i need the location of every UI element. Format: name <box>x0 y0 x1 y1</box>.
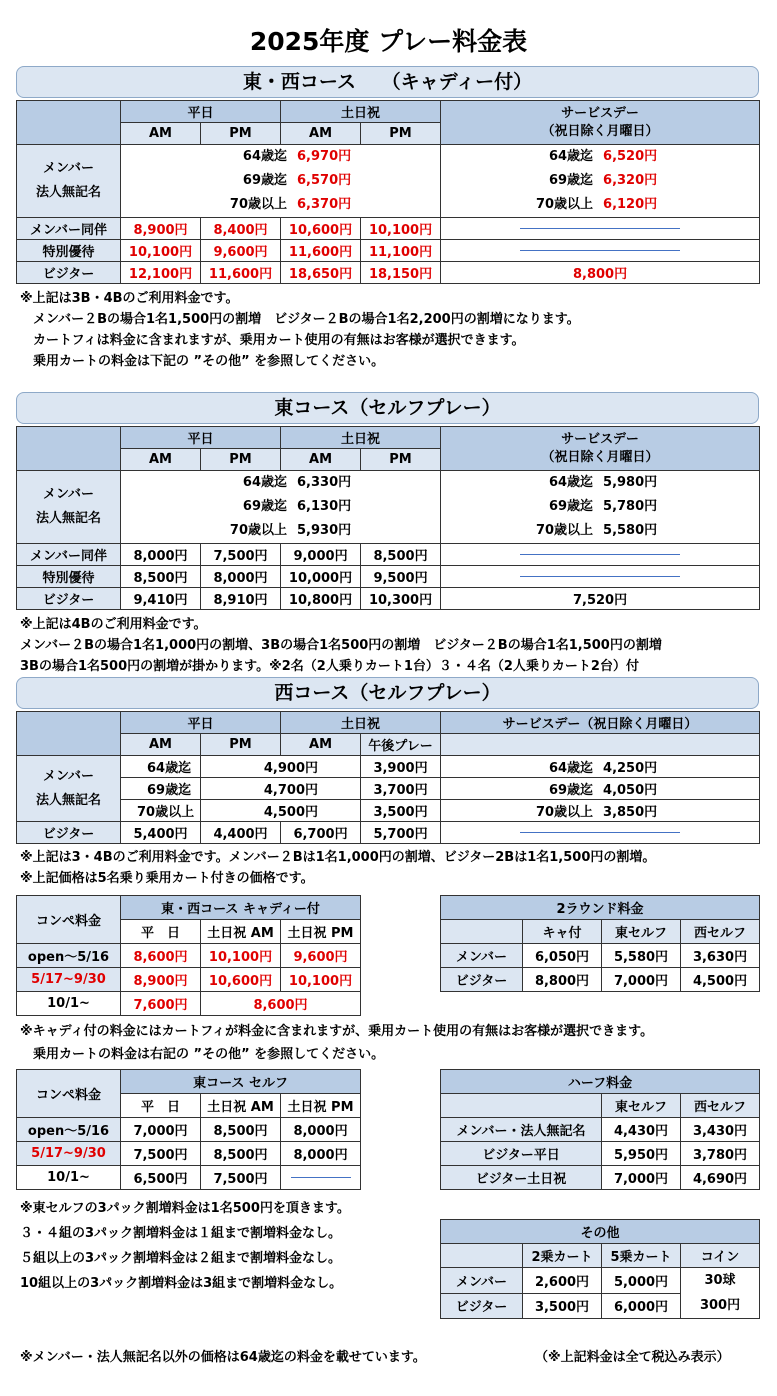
price-cell: 8,500円 <box>361 544 441 566</box>
row-label: メンバー同伴 <box>17 218 121 240</box>
footer-note: ※メンバー・法人無記名以外の価格は64歳迄の料金を載せています。 <box>20 1350 426 1365</box>
service-day-header: サービスデー （祝日除く月曜日） <box>441 427 760 471</box>
east-self-table <box>16 426 760 610</box>
period-label: 10/1~ <box>17 992 121 1016</box>
period-label: 5/17~9/30 <box>17 1142 121 1166</box>
row-label: メンバー・法人無記名 <box>441 1118 602 1142</box>
price-cell: 4,900円 <box>201 756 361 778</box>
service-price-cell: 8,800円 <box>441 262 760 284</box>
row-label: ビジター土日祝 <box>441 1166 602 1190</box>
weekday-header: 平日 <box>121 101 281 123</box>
price-cell: 8,600円 <box>121 944 201 968</box>
weekday-header: 平日 <box>121 712 281 734</box>
price-cell: 4,690円 <box>681 1166 760 1190</box>
half-round-title: ハーフ料金 <box>441 1070 760 1094</box>
price-cell: 3,430円 <box>681 1118 760 1142</box>
price-cell: 10,100円 <box>281 968 361 992</box>
member-price-cell: 64歳迄 6,970円 69歳迄 6,570円 70歳以上 6,370円 <box>121 145 441 218</box>
age-cell: 70歳以上 <box>121 800 201 822</box>
half-round-table <box>440 1069 760 1190</box>
price-cell: 8,000円 <box>201 566 281 588</box>
price-cell: 7,000円 <box>602 968 681 992</box>
price-cell: 8,900円 <box>121 218 201 240</box>
price-cell: 8,400円 <box>201 218 281 240</box>
price-cell: 9,410円 <box>121 588 201 610</box>
service-day-header: サービスデー（祝日除く月曜日） <box>441 712 760 734</box>
price-cell: 8,800円 <box>523 968 602 992</box>
price-cell: 18,150円 <box>361 262 441 284</box>
pm-header: PM <box>361 449 441 471</box>
price-cell: 8,500円 <box>121 566 201 588</box>
price-cell: 8,600円 <box>201 992 361 1016</box>
period-label: open～5/16 <box>17 944 121 968</box>
am-header: AM <box>281 449 361 471</box>
price-cell: 18,650円 <box>281 262 361 284</box>
empty-service-cell <box>441 240 760 262</box>
section-banner-west-self: 西コース（セルフプレー） <box>16 677 759 709</box>
corner-cell <box>441 1244 523 1268</box>
row-label: ビジター <box>17 822 121 844</box>
price-cell: 4,700円 <box>201 778 361 800</box>
price-cell: 9,000円 <box>281 544 361 566</box>
service-day-header: サービスデー （祝日除く月曜日） <box>441 101 760 145</box>
member-label: メンバー 法人無記名 <box>17 471 121 544</box>
price-cell: 11,600円 <box>281 240 361 262</box>
col-header: 平 日 <box>121 920 201 944</box>
blank-header <box>441 734 760 756</box>
price-cell: 6,050円 <box>523 944 602 968</box>
corner-cell <box>17 427 121 471</box>
service-price-cell: 70歳以上 3,850円 <box>441 800 760 822</box>
price-cell: 10,800円 <box>281 588 361 610</box>
price-cell: 10,300円 <box>361 588 441 610</box>
col-header: 2乗カート <box>523 1244 602 1268</box>
price-cell: 7,500円 <box>121 1142 201 1166</box>
service-price-cell: 7,520円 <box>441 588 760 610</box>
note-text: ※上記は3B・4Bのご利用料金です。 メンバー２Bの場合1名1,500円の割増 ビジター２Bの場合1名2,200円の割増になります。 カートフィは料金に含まれますが、乗用カート使用の有無はお客様が選択できます。 乗用カートの料金は下記の ”その他” を参照してください。 <box>20 291 580 369</box>
am-header: AM <box>281 123 361 145</box>
price-cell: 9,500円 <box>361 566 441 588</box>
price-cell: 6,700円 <box>281 822 361 844</box>
col-header: 東セルフ <box>602 920 681 944</box>
price-cell: 9,600円 <box>281 944 361 968</box>
other-fees-table <box>440 1219 760 1319</box>
empty-price-cell <box>281 1166 361 1190</box>
coin-cell: 30球 300円 <box>681 1268 760 1319</box>
row-label: 特別優待 <box>17 240 121 262</box>
row-label: 特別優待 <box>17 566 121 588</box>
price-cell: 4,500円 <box>681 968 760 992</box>
price-cell: 6,500円 <box>121 1166 201 1190</box>
note-text: ※東セルフの3パック割増料金は1名500円を頂きます。 ３・４組の3パック割増料金は１組まで割増料金なし。 ５組以上の3パック割増料金は２組まで割増料金なし。 10組以上の3パック割増料金は3組まで割増料金なし。 <box>20 1201 350 1291</box>
empty-service-cell <box>441 566 760 588</box>
col-header: キャ付 <box>523 920 602 944</box>
weekday-header: 平日 <box>121 427 281 449</box>
price-cell: 10,600円 <box>281 218 361 240</box>
corner-cell <box>441 920 523 944</box>
price-cell: 5,700円 <box>361 822 441 844</box>
other-title: その他 <box>441 1220 760 1244</box>
east-west-caddie-table <box>16 100 760 284</box>
empty-service-cell <box>441 544 760 566</box>
member-price-cell: 64歳迄 6,330円 69歳迄 6,130円 70歳以上 5,930円 <box>121 471 441 544</box>
price-cell: 6,000円 <box>602 1293 681 1319</box>
price-cell: 3,780円 <box>681 1142 760 1166</box>
col-header: コイン <box>681 1244 760 1268</box>
row-label: メンバー <box>441 1268 523 1294</box>
col-header: 西セルフ <box>681 920 760 944</box>
price-cell: 8,500円 <box>201 1118 281 1142</box>
row-label: ビジター <box>17 588 121 610</box>
price-cell: 3,700円 <box>361 778 441 800</box>
two-round-title: 2ラウンド料金 <box>441 896 760 920</box>
col-header: 土日祝 AM <box>201 920 281 944</box>
price-cell: 8,000円 <box>281 1118 361 1142</box>
weekend-header: 土日祝 <box>281 101 441 123</box>
am-header: AM <box>121 123 201 145</box>
period-label: open～5/16 <box>17 1118 121 1142</box>
price-cell: 4,500円 <box>201 800 361 822</box>
price-cell: 8,900円 <box>121 968 201 992</box>
compe-label: コンペ料金 <box>17 1070 121 1118</box>
row-label: ビジター <box>17 262 121 284</box>
service-price-cell: 64歳迄 6,520円 69歳迄 6,320円 70歳以上 6,120円 <box>441 145 760 218</box>
price-cell: 10,000円 <box>281 566 361 588</box>
age-cell: 69歳迄 <box>121 778 201 800</box>
period-label: 5/17~9/30 <box>17 968 121 992</box>
price-cell: 2,600円 <box>523 1268 602 1294</box>
west-self-table <box>16 711 760 844</box>
col-header: 5乗カート <box>602 1244 681 1268</box>
price-cell: 3,900円 <box>361 756 441 778</box>
period-label: 10/1~ <box>17 1166 121 1190</box>
corner-cell <box>441 1094 602 1118</box>
price-cell: 7,600円 <box>121 992 201 1016</box>
pm-header: PM <box>201 449 281 471</box>
price-cell: 4,430円 <box>602 1118 681 1142</box>
price-cell: 7,500円 <box>201 544 281 566</box>
service-price-cell: 69歳迄 4,050円 <box>441 778 760 800</box>
corner-cell <box>17 712 121 756</box>
col-header: 土日祝 PM <box>281 920 361 944</box>
empty-service-cell <box>441 822 760 844</box>
price-cell: 3,630円 <box>681 944 760 968</box>
price-cell: 3,500円 <box>523 1293 602 1319</box>
compe-header: 東コース セルフ <box>121 1070 361 1094</box>
price-cell: 12,100円 <box>121 262 201 284</box>
price-cell: 4,400円 <box>201 822 281 844</box>
price-cell: 11,600円 <box>201 262 281 284</box>
service-price-cell: 64歳迄 5,980円 69歳迄 5,780円 70歳以上 5,580円 <box>441 471 760 544</box>
price-cell: 5,000円 <box>602 1268 681 1294</box>
am-header: AM <box>121 449 201 471</box>
compe-self-table <box>16 1069 361 1190</box>
price-cell: 10,600円 <box>201 968 281 992</box>
col-header: 土日祝 AM <box>201 1094 281 1118</box>
empty-service-cell <box>441 218 760 240</box>
service-price-cell: 64歳迄 4,250円 <box>441 756 760 778</box>
col-header: 東セルフ <box>602 1094 681 1118</box>
section-banner-east-self: 東コース（セルフプレー） <box>16 392 759 424</box>
compe-caddie-table <box>16 895 361 1016</box>
weekend-header: 土日祝 <box>281 712 441 734</box>
row-label: メンバー同伴 <box>17 544 121 566</box>
price-cell: 8,500円 <box>201 1142 281 1166</box>
age-cell: 64歳迄 <box>121 756 201 778</box>
member-label: メンバー 法人無記名 <box>17 145 121 218</box>
afternoon-header: 午後プレー <box>361 734 441 756</box>
row-label: ビジター平日 <box>441 1142 602 1166</box>
tax-note: （※上記料金は全て税込み表示） <box>535 1350 730 1365</box>
price-cell: 8,000円 <box>121 544 201 566</box>
price-cell: 8,910円 <box>201 588 281 610</box>
price-cell: 5,580円 <box>602 944 681 968</box>
am-header: AM <box>281 734 361 756</box>
col-header: 平 日 <box>121 1094 201 1118</box>
row-label: ビジター <box>441 968 523 992</box>
price-cell: 11,100円 <box>361 240 441 262</box>
row-label: メンバー <box>441 944 523 968</box>
price-cell: 10,100円 <box>201 944 281 968</box>
two-round-table <box>440 895 760 992</box>
price-cell: 9,600円 <box>201 240 281 262</box>
pm-header: PM <box>201 734 281 756</box>
am-header: AM <box>121 734 201 756</box>
section-banner-east-west-caddie: 東・西コース （キャディー付） <box>16 66 759 98</box>
pm-header: PM <box>361 123 441 145</box>
price-cell: 7,000円 <box>602 1166 681 1190</box>
corner-cell <box>17 101 121 145</box>
price-cell: 10,100円 <box>361 218 441 240</box>
price-cell: 7,000円 <box>121 1118 201 1142</box>
price-cell: 5,400円 <box>121 822 201 844</box>
row-label: ビジター <box>441 1293 523 1319</box>
member-label: メンバー 法人無記名 <box>17 756 121 822</box>
price-cell: 10,100円 <box>121 240 201 262</box>
note-text: ※キャディ付の料金にはカートフィが料金に含まれますが、乗用カート使用の有無はお客様が選択できます。 乗用カートの料金は右記の ”その他” を参照してください。 <box>20 1024 654 1062</box>
price-cell: 7,500円 <box>201 1166 281 1190</box>
price-cell: 5,950円 <box>602 1142 681 1166</box>
page-title: 2025年度 プレー料金表 <box>249 27 528 56</box>
note-text: ※上記は4Bのご利用料金です。 メンバー２Bの場合1名1,000円の割増、3Bの場合1名500円の割増 ビジター２Bの場合1名1,500円の割増 3Bの場合1名500円の割増が掛かります。※2名（2人乗りカート1台）３・４名（2人乗りカート2台）付 <box>20 617 662 674</box>
price-cell: 3,500円 <box>361 800 441 822</box>
pm-header: PM <box>201 123 281 145</box>
note-text: ※上記は3・4Bのご利用料金です。メンバー２Bは1名1,000円の割増、ビジター2Bは1名1,500円の割増。 ※上記価格は5名乗り乗用カート付きの価格です。 <box>20 850 656 886</box>
col-header: 西セルフ <box>681 1094 760 1118</box>
price-cell: 8,000円 <box>281 1142 361 1166</box>
compe-label: コンペ料金 <box>17 896 121 944</box>
compe-header: 東・西コース キャディー付 <box>121 896 361 920</box>
weekend-header: 土日祝 <box>281 427 441 449</box>
col-header: 土日祝 PM <box>281 1094 361 1118</box>
